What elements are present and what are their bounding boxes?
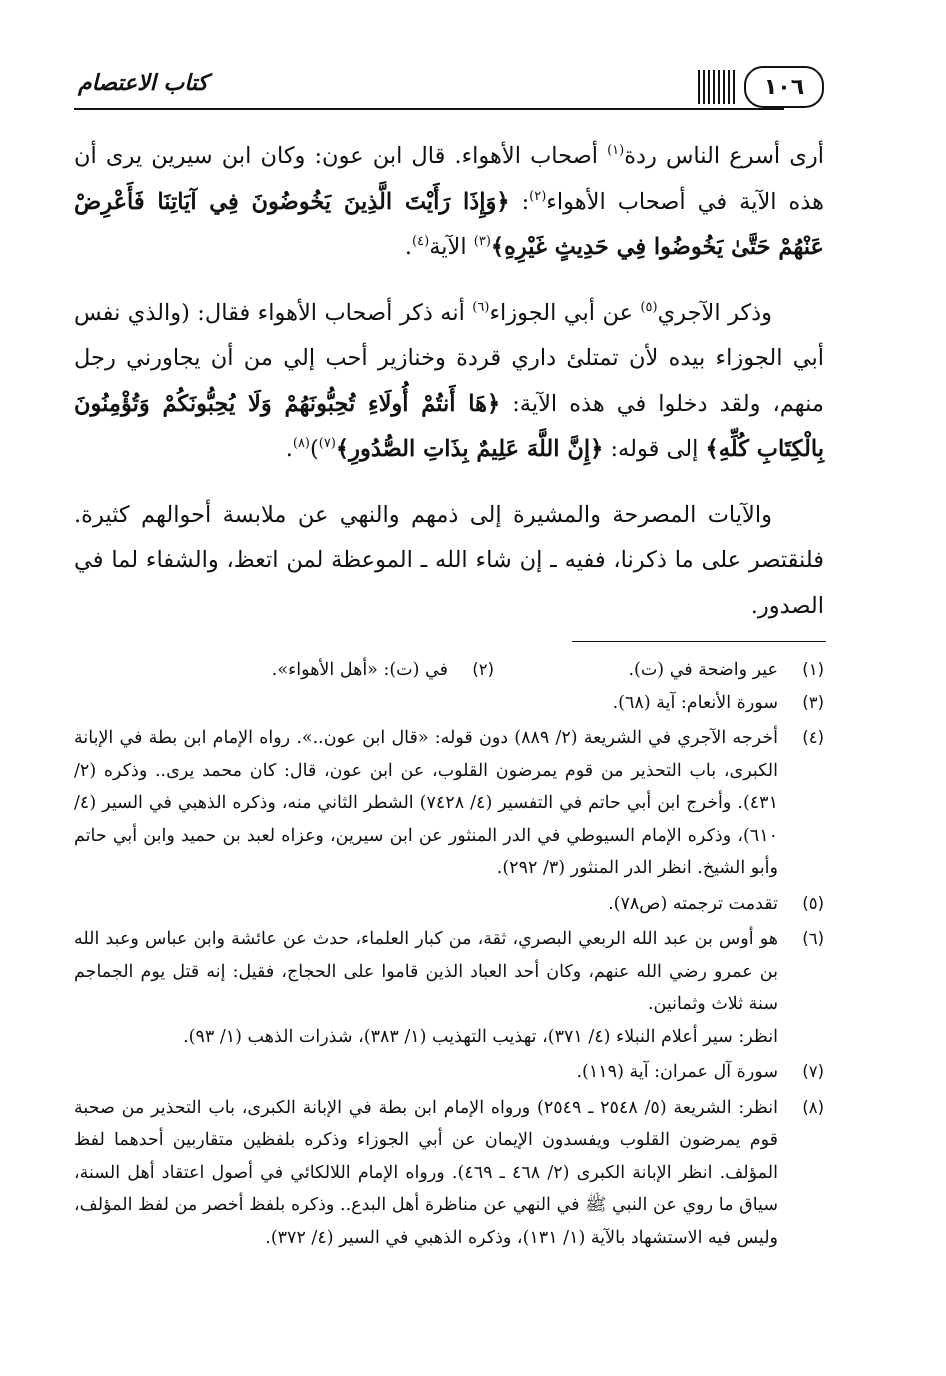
footnotes (74, 654, 824, 1254)
footnote-text: هو أوس بن عبد الله الربعي البصري، ثقة، من كبار العلماء، حدث عن عائشة وابن عباس وعبد الله بن عمرو رضي الله عنهم، وكان أحد العباد الذين قاموا على الحجاج، فقيل: إنه قتل يوم الجماجم سنة ثلاث وثمانين. (74, 929, 778, 1014)
quran-verse: ﴿وَإِذَا رَأَيْتَ الَّذِينَ يَخُوضُونَ فِي آيَاتِنَا فَأَعْرِضْ عَنْهُمْ حَتَّىٰ يَخُوضُوا فِي حَدِيثٍ غَيْرِهِ﴾ (74, 188, 824, 260)
text-run: أرى أسرع الناس ردة (624, 143, 824, 169)
footnote-number: (٢) (472, 660, 494, 679)
text-run: الآية (429, 234, 474, 260)
footnote-number: (٣) (802, 692, 824, 712)
footnote-text: تقدمت ترجمته (ص٧٨). (608, 893, 778, 914)
footnote-7 (74, 1056, 824, 1089)
footnote-separator (572, 641, 826, 642)
footnote-number: (١) (802, 660, 824, 679)
quran-verse: ﴿هَا أَنتُمْ أُولَاءِ تُحِبُّونَهُمْ وَلَا يُحِبُّونَكُمْ وَتُؤْمِنُونَ بِالْكِتَابِ كُلِّهِ﴾ (74, 390, 824, 462)
page-header (74, 64, 824, 110)
text-run: . (404, 234, 413, 260)
text-run: : (509, 188, 530, 215)
main-text (74, 134, 824, 629)
footnote-text: سورة آل عمران: آية (١١٩). (576, 1062, 778, 1082)
footnote-number: (٤) (802, 728, 824, 747)
header-ornament-bars (698, 70, 738, 104)
footnote-ref-6[interactable]: (٦) (472, 299, 490, 315)
footnote-number: (٨) (802, 1097, 824, 1117)
footnote-number: (٧) (802, 1062, 824, 1081)
footnote-5 (74, 888, 824, 921)
text-run: وذكر الآجري (657, 299, 772, 326)
quran-verse: ﴿إِنَّ اللَّهَ عَلِيمٌ بِذَاتِ الصُّدُورِ﴾ (335, 436, 604, 462)
footnote-text: في (ت): «أهل الأهواء». (271, 660, 448, 680)
footnote-row (74, 654, 824, 687)
footnote-text: انظر: سير أعلام النبلاء (٤/ ٣٧١)، تهذيب التهذيب (١/ ٣٨٣)، شذرات الذهب (١/ ٩٣). (183, 1026, 778, 1047)
footnote-4 (74, 722, 824, 885)
footnote-3 (74, 687, 824, 720)
text-run: ) (310, 436, 319, 462)
footnote-number: (٥) (802, 893, 824, 913)
footnote-ref-7[interactable]: (٧) (318, 436, 336, 451)
footnote-2 (164, 654, 494, 687)
paragraph-2 (74, 291, 824, 473)
footnote-6 (74, 923, 824, 1053)
footnote-ref-4[interactable]: (٤) (412, 234, 430, 249)
footnote-ref-3[interactable]: (٣) (473, 234, 491, 249)
text-run: عن أبي الجوزاء (489, 299, 641, 326)
footnote-8 (74, 1092, 824, 1255)
text-run: أصحاب الأهواء. قال ابن عون: وكان ابن سيرين يرى أن هذه الآية في أصحاب الأهواء (74, 143, 825, 215)
footnote-text: سورة الأنعام: آية (٦٨). (612, 692, 778, 713)
footnote-text: عير واضحة في (ت). (628, 660, 778, 680)
footnote-ref-8[interactable]: (٨) (292, 436, 310, 451)
paragraph-1 (74, 134, 824, 271)
footnote-number: (٦) (802, 929, 824, 948)
text-run: إلى قوله: (603, 436, 706, 462)
paragraph-3: والآيات المصرحة والمشيرة إلى ذمهم والنهي عن ملابسة أحوالهم كثيرة. فلنقتصر على ما ذكرنا، ففيه ـ إن شاء الله ـ الموعظة لمن اتعظ، والشفاء لما في الصدور. (74, 501, 824, 619)
text-run: . (285, 436, 293, 462)
book-title: كتاب الاعتصام (78, 70, 209, 96)
footnote-text-block (74, 923, 778, 1053)
footnote-text: أخرجه الآجري في الشريعة (٢/ ٨٨٩) دون قوله: «قال ابن عون..». رواه الإمام ابن بطة في الإبانة الكبرى، باب التحذير من قوم يمرضون القلوب، عن ابن عون، قال: كان محمد يرى.. وذكره (٢/ ٤٣١). وأخرج ابن أبي حاتم في التفسير (٤/ ٧٤٢٨) الشطر الثاني منه، وذكره الذهبي في السير (٤/ ٦١٠)، وذكره الإمام السيوطي في الدر المنثور عن ابن سيرين، وعزاه لعبد بن حميد وابن أبي حاتم وأبو الشيخ. انظر الدر المنثور (٣/ ٢٩٢). (74, 728, 778, 878)
page-number: ١٠٦ (744, 66, 824, 108)
footnote-ref-2[interactable]: (٢) (529, 188, 547, 204)
text-run: أنه ذكر أصحاب الأهواء فقال: (والذي نفس أبي الجوزاء بيده لأن تمتلئ داري قردة وخنازير أحب إلي من أن يجاورني رجل منهم، ولقد دخلوا في هذه الآية: (74, 299, 824, 417)
header-rule (74, 108, 784, 110)
footnote-1 (494, 654, 824, 687)
footnote-ref-1[interactable]: (١) (607, 143, 625, 158)
footnote-text: انظر: الشريعة (٥/ ٢٥٤٨ ـ ٢٥٤٩) ورواه الإمام ابن بطة في الإبانة الكبرى، باب التحذير من صحبة قوم يمرضون القلوب ويفسدون الإيمان عن أبي الجوزاء وذكره بلفظين متقاربين أحدهما لفظ المؤلف. انظر الإبانة الكبرى (٢/ ٤٦٨ ـ ٤٦٩). ورواه الإمام اللالكائي في أصول اعتقاد أهل السنة، سياق ما روي عن النبي ﷺ في النهي عن مناظرة أهل البدع.. وذكره بلفظ أخصر من لفظ المؤلف، وليس فيه الاستشهاد بالآية (١/ ١٣١)، وذكره الذهبي في السير (٤/ ٣٧٢). (74, 1097, 778, 1248)
footnote-ref-5[interactable]: (٥) (640, 299, 658, 315)
